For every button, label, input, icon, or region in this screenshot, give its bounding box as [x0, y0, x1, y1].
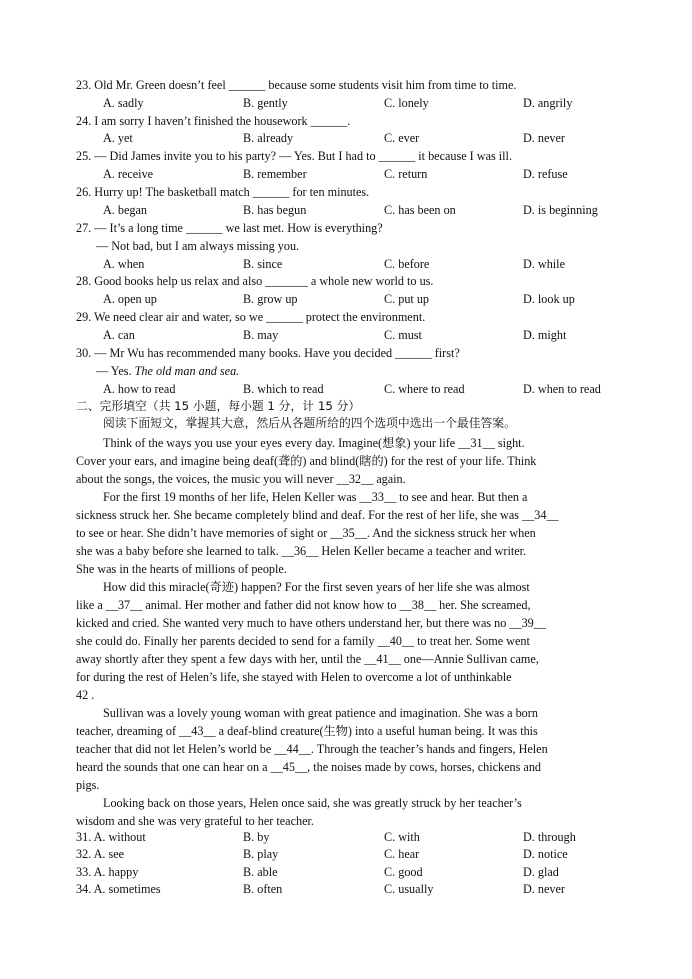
option: C. with [384, 830, 420, 844]
option: B. already [243, 131, 294, 145]
question-30: 30. — Mr Wu has recommended many books. Have you decided ______ first? [76, 346, 460, 360]
passage-line: Looking back on those years, Helen once said, she was greatly struck by her teacher’s [103, 796, 522, 810]
option: D. when to read [523, 382, 601, 396]
option: C. usually [384, 882, 434, 896]
passage-line: she was a baby before she learned to talk. __36__ Helen Keller became a teacher and writer. [76, 544, 527, 558]
option: C. return [384, 167, 428, 181]
option: D. look up [523, 292, 575, 306]
option: D. is beginning [523, 203, 598, 217]
option: C. ever [384, 131, 420, 145]
passage-line: for during the rest of Helen’s life, she stayed with Helen to overcome a lot of unthinkable [76, 670, 512, 684]
passage-line: Sullivan was a lovely young woman with great patience and imagination. She was a born [103, 706, 538, 720]
option: D. angrily [523, 96, 573, 110]
option: D. while [523, 257, 565, 271]
passage-line: kicked and cried. She wanted very much to have others understand her, but there was no __39__ [76, 616, 546, 630]
question-28: 28. Good books help us relax and also _______ a whole new world to us. [76, 274, 434, 288]
section-title: 二、完形填空（共 15 小题，每小题 1 分，计 15 分） [76, 399, 361, 413]
option: D. never [523, 131, 565, 145]
option: D. through [523, 830, 576, 844]
question-24: 24. I am sorry I haven’t finished the housework ______. [76, 114, 351, 128]
option: B. play [243, 847, 279, 861]
passage-line: She was in the hearts of millions of people. [76, 562, 287, 576]
option: 33. A. happy [76, 865, 139, 879]
option: A. open up [103, 292, 157, 306]
option: B. which to read [243, 382, 324, 396]
question-26: 26. Hurry up! The basketball match ______ for ten minutes. [76, 185, 370, 199]
option: C. must [384, 328, 422, 342]
option: 31. A. without [76, 830, 146, 844]
question-23: 23. Old Mr. Green doesn’t feel ______ because some students visit him from time to time. [76, 78, 517, 92]
option: A. yet [103, 131, 133, 145]
option: B. since [243, 257, 283, 271]
section-instruction: 阅读下面短文，掌握其大意，然后从各题所给的四个选项中选出一个最佳答案。 [103, 416, 516, 430]
option: B. often [243, 882, 283, 896]
question-27-reply: — Not bad, but I am always missing you. [96, 239, 300, 253]
option: B. able [243, 865, 278, 879]
passage-line: about the songs, the voices, the music you will never __32__ again. [76, 472, 406, 486]
passage-line: Think of the ways you use your eyes every day. Imagine(想象) your life __31__ sight. [103, 436, 525, 450]
reply-text: — Yes. [96, 364, 135, 378]
option: B. remember [243, 167, 307, 181]
question-29: 29. We need clear air and water, so we ______ protect the environment. [76, 310, 426, 324]
passage-line: to see or hear. She didn’t have memories of sight or __35__. And the sickness struck her when [76, 526, 536, 540]
option: A. when [103, 257, 145, 271]
passage-line: 42 . [76, 688, 95, 702]
passage-line: sickness struck her. She became completely blind and deaf. For the rest of her life, she was __34__ [76, 508, 559, 522]
question-25: 25. — Did James invite you to his party? — Yes. But I had to ______ it because I was ill. [76, 149, 512, 163]
question-27: 27. — It’s a long time ______ we last met. How is everything? [76, 221, 383, 235]
passage-line: pigs. [76, 778, 100, 792]
option: C. good [384, 865, 423, 879]
option: C. hear [384, 847, 420, 861]
option: C. has been on [384, 203, 456, 217]
option: A. how to read [103, 382, 176, 396]
option: D. refuse [523, 167, 568, 181]
option: 32. A. see [76, 847, 125, 861]
option: B. may [243, 328, 279, 342]
passage-line: away shortly after they spent a few days with her, until the __41__ one—Annie Sullivan came, [76, 652, 539, 666]
option: B. has begun [243, 203, 307, 217]
option: D. notice [523, 847, 568, 861]
option: C. put up [384, 292, 430, 306]
option: A. began [103, 203, 147, 217]
option: B. grow up [243, 292, 298, 306]
passage-line: For the first 19 months of her life, Helen Keller was __33__ to see and hear. But then a [103, 490, 528, 504]
passage-line: How did this miracle(奇迹) happen? For the first seven years of her life she was almost [103, 580, 530, 594]
question-30-reply [96, 364, 239, 379]
passage-line: teacher, dreaming of __43__ a deaf-blind creature(生物) into a useful human being. It was this [76, 724, 538, 738]
option: C. where to read [384, 382, 465, 396]
option: D. glad [523, 865, 559, 879]
option: A. can [103, 328, 135, 342]
option: C. before [384, 257, 430, 271]
book-title: The old man and sea. [134, 364, 240, 378]
passage-line: she could do. Finally her parents decided to send for a family __40__ to treat her. Some went [76, 634, 530, 648]
passage-line: Cover your ears, and imagine being deaf(聋的) and blind(瞎的) for the rest of your life. Think [76, 454, 537, 468]
passage-line: teacher that did not let Helen’s world be __44__. Through the teacher’s hands and fingers, Helen [76, 742, 548, 756]
option: 34. A. sometimes [76, 882, 161, 896]
option: A. receive [103, 167, 154, 181]
passage-line: like a __37__ animal. Her mother and father did not know how to __38__ her. She screamed, [76, 598, 531, 612]
passage-line: wisdom and she was very grateful to her teacher. [76, 814, 314, 828]
option: D. never [523, 882, 565, 896]
option: D. might [523, 328, 567, 342]
option: B. gently [243, 96, 288, 110]
option: B. by [243, 830, 270, 844]
option: A. sadly [103, 96, 144, 110]
option: C. lonely [384, 96, 429, 110]
passage-line: heard the sounds that one can hear on a __45__, the noises made by cows, horses, chickens and [76, 760, 542, 774]
